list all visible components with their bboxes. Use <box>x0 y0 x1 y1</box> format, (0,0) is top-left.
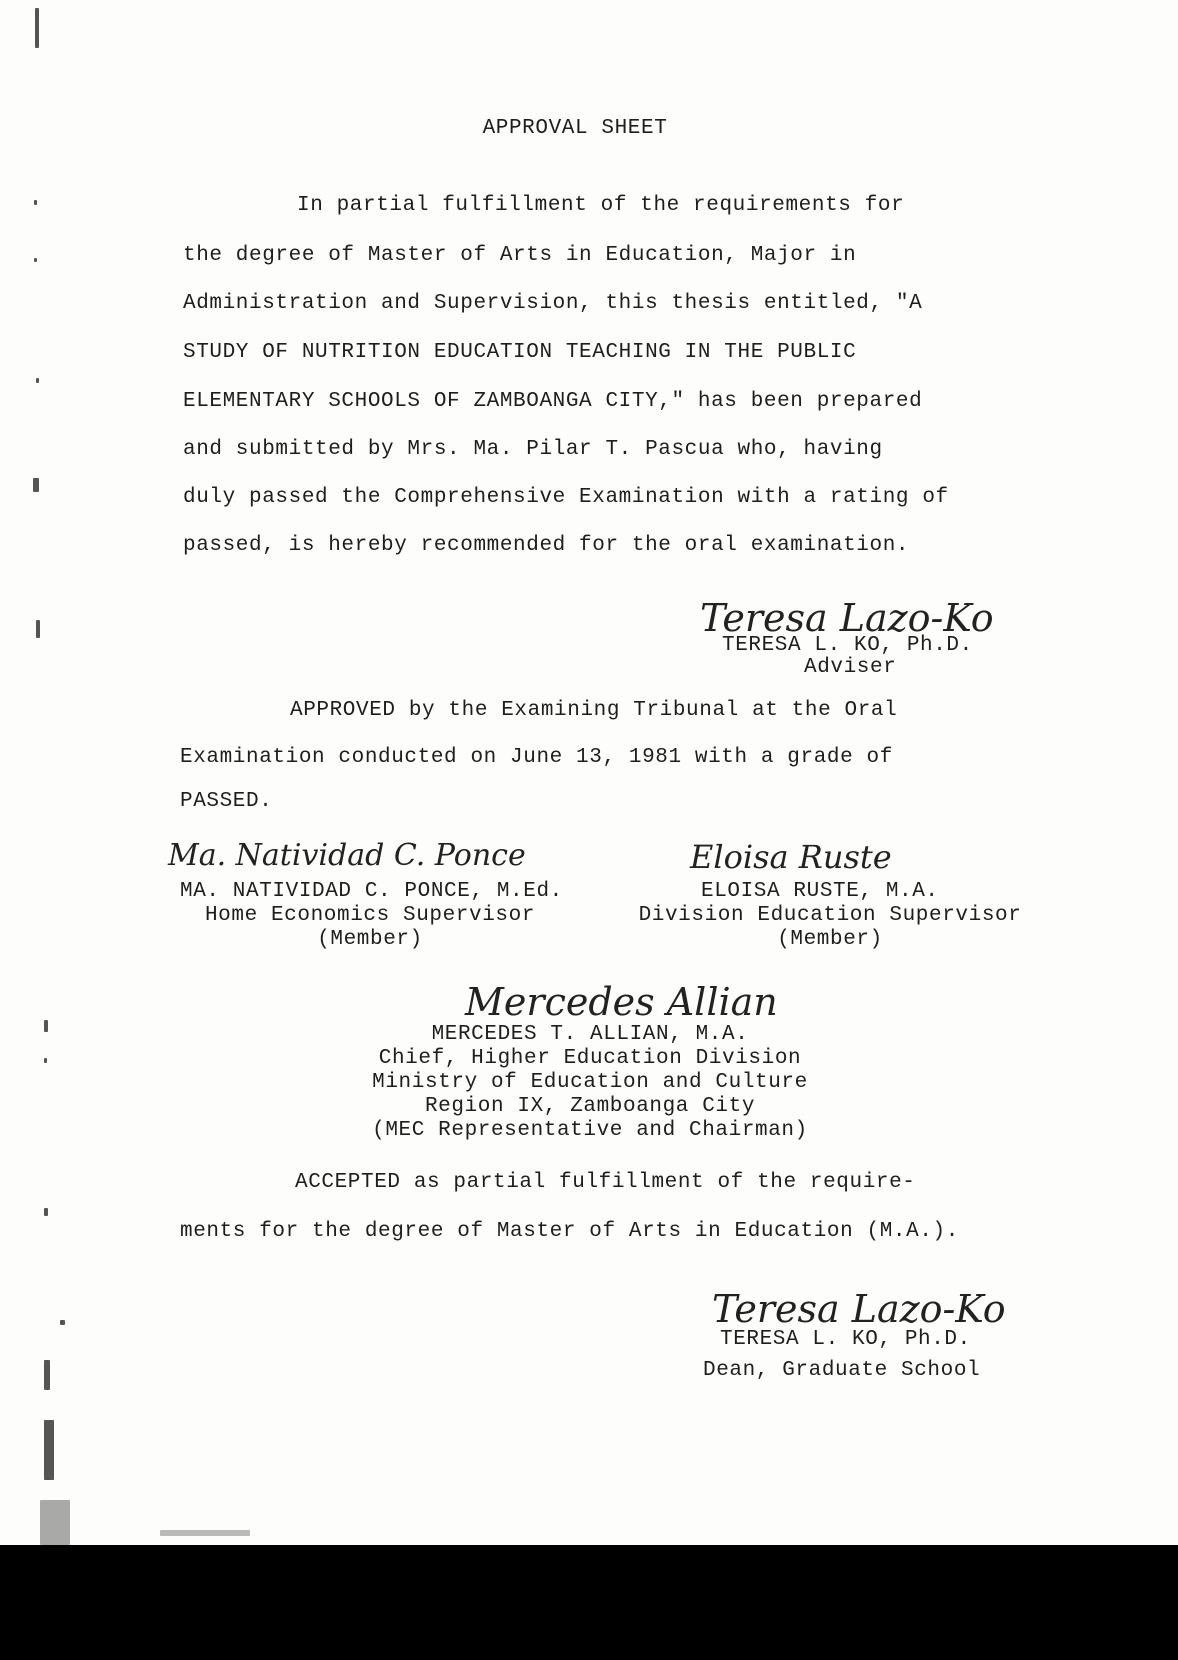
paragraph-line: Examination conducted on June 13, 1981 with a grade of <box>180 746 893 769</box>
member-right-role: (Member) <box>777 928 883 951</box>
chairman-line: (MEC Representative and Chairman) <box>372 1119 808 1142</box>
scan-bottom-band <box>0 1545 1178 1660</box>
chairman-name: MERCEDES T. ALLIAN, M.A. <box>431 1023 749 1046</box>
paragraph-line: ELEMENTARY SCHOOLS OF ZAMBOANGA CITY," has been prepared <box>183 390 923 413</box>
adviser-role: Adviser <box>804 656 897 679</box>
adviser-name: TERESA L. KO, Ph.D. <box>722 634 973 657</box>
chairman-line: Ministry of Education and Culture <box>372 1071 808 1094</box>
chairman-signature: Mercedes Allian <box>465 980 778 1024</box>
dean-signature: Teresa Lazo-Ko <box>712 1287 1006 1331</box>
member-right-signature: Eloisa Ruste <box>690 838 892 876</box>
paragraph-line: PASSED. <box>180 790 273 813</box>
paragraph-line: In partial fulfillment of the requirements for <box>297 194 905 217</box>
paragraph-line: passed, is hereby recommended for the oral examination. <box>183 534 910 557</box>
scan-edge-marks <box>0 0 60 1660</box>
paragraph-line: duly passed the Comprehensive Examination with a rating of <box>183 486 949 509</box>
member-left-title: Home Economics Supervisor <box>204 904 536 927</box>
paragraph-line: APPROVED by the Examining Tribunal at the Oral <box>290 699 898 722</box>
paragraph-line: Administration and Supervision, this thesis entitled, "A <box>183 292 923 315</box>
paragraph-line: ments for the degree of Master of Arts in Education (M.A.). <box>180 1220 959 1243</box>
member-left-signature: Ma. Natividad C. Ponce <box>168 838 526 873</box>
member-right-name: ELOISA RUSTE, M.A. <box>701 880 939 903</box>
paragraph-line: the degree of Master of Arts in Education, Major in <box>183 244 857 267</box>
page-title: APPROVAL SHEET <box>482 117 668 140</box>
paragraph-line: and submitted by Mrs. Ma. Pilar T. Pascua who, having <box>183 438 883 461</box>
chairman-line: Region IX, Zamboanga City <box>424 1095 756 1118</box>
dean-name: TERESA L. KO, Ph.D. <box>720 1328 971 1351</box>
paragraph-line: ACCEPTED as partial fulfillment of the require- <box>295 1171 916 1194</box>
adviser-signature: Teresa Lazo-Ko <box>700 596 994 640</box>
dean-role: Dean, Graduate School <box>703 1359 981 1382</box>
member-right-title: Division Education Supervisor <box>638 904 1022 927</box>
member-left-role: (Member) <box>317 928 423 951</box>
chairman-line: Chief, Higher Education Division <box>378 1047 802 1070</box>
member-left-name: MA. NATIVIDAD C. PONCE, M.Ed. <box>180 880 563 903</box>
paragraph-line: STUDY OF NUTRITION EDUCATION TEACHING IN THE PUBLIC <box>183 341 857 364</box>
